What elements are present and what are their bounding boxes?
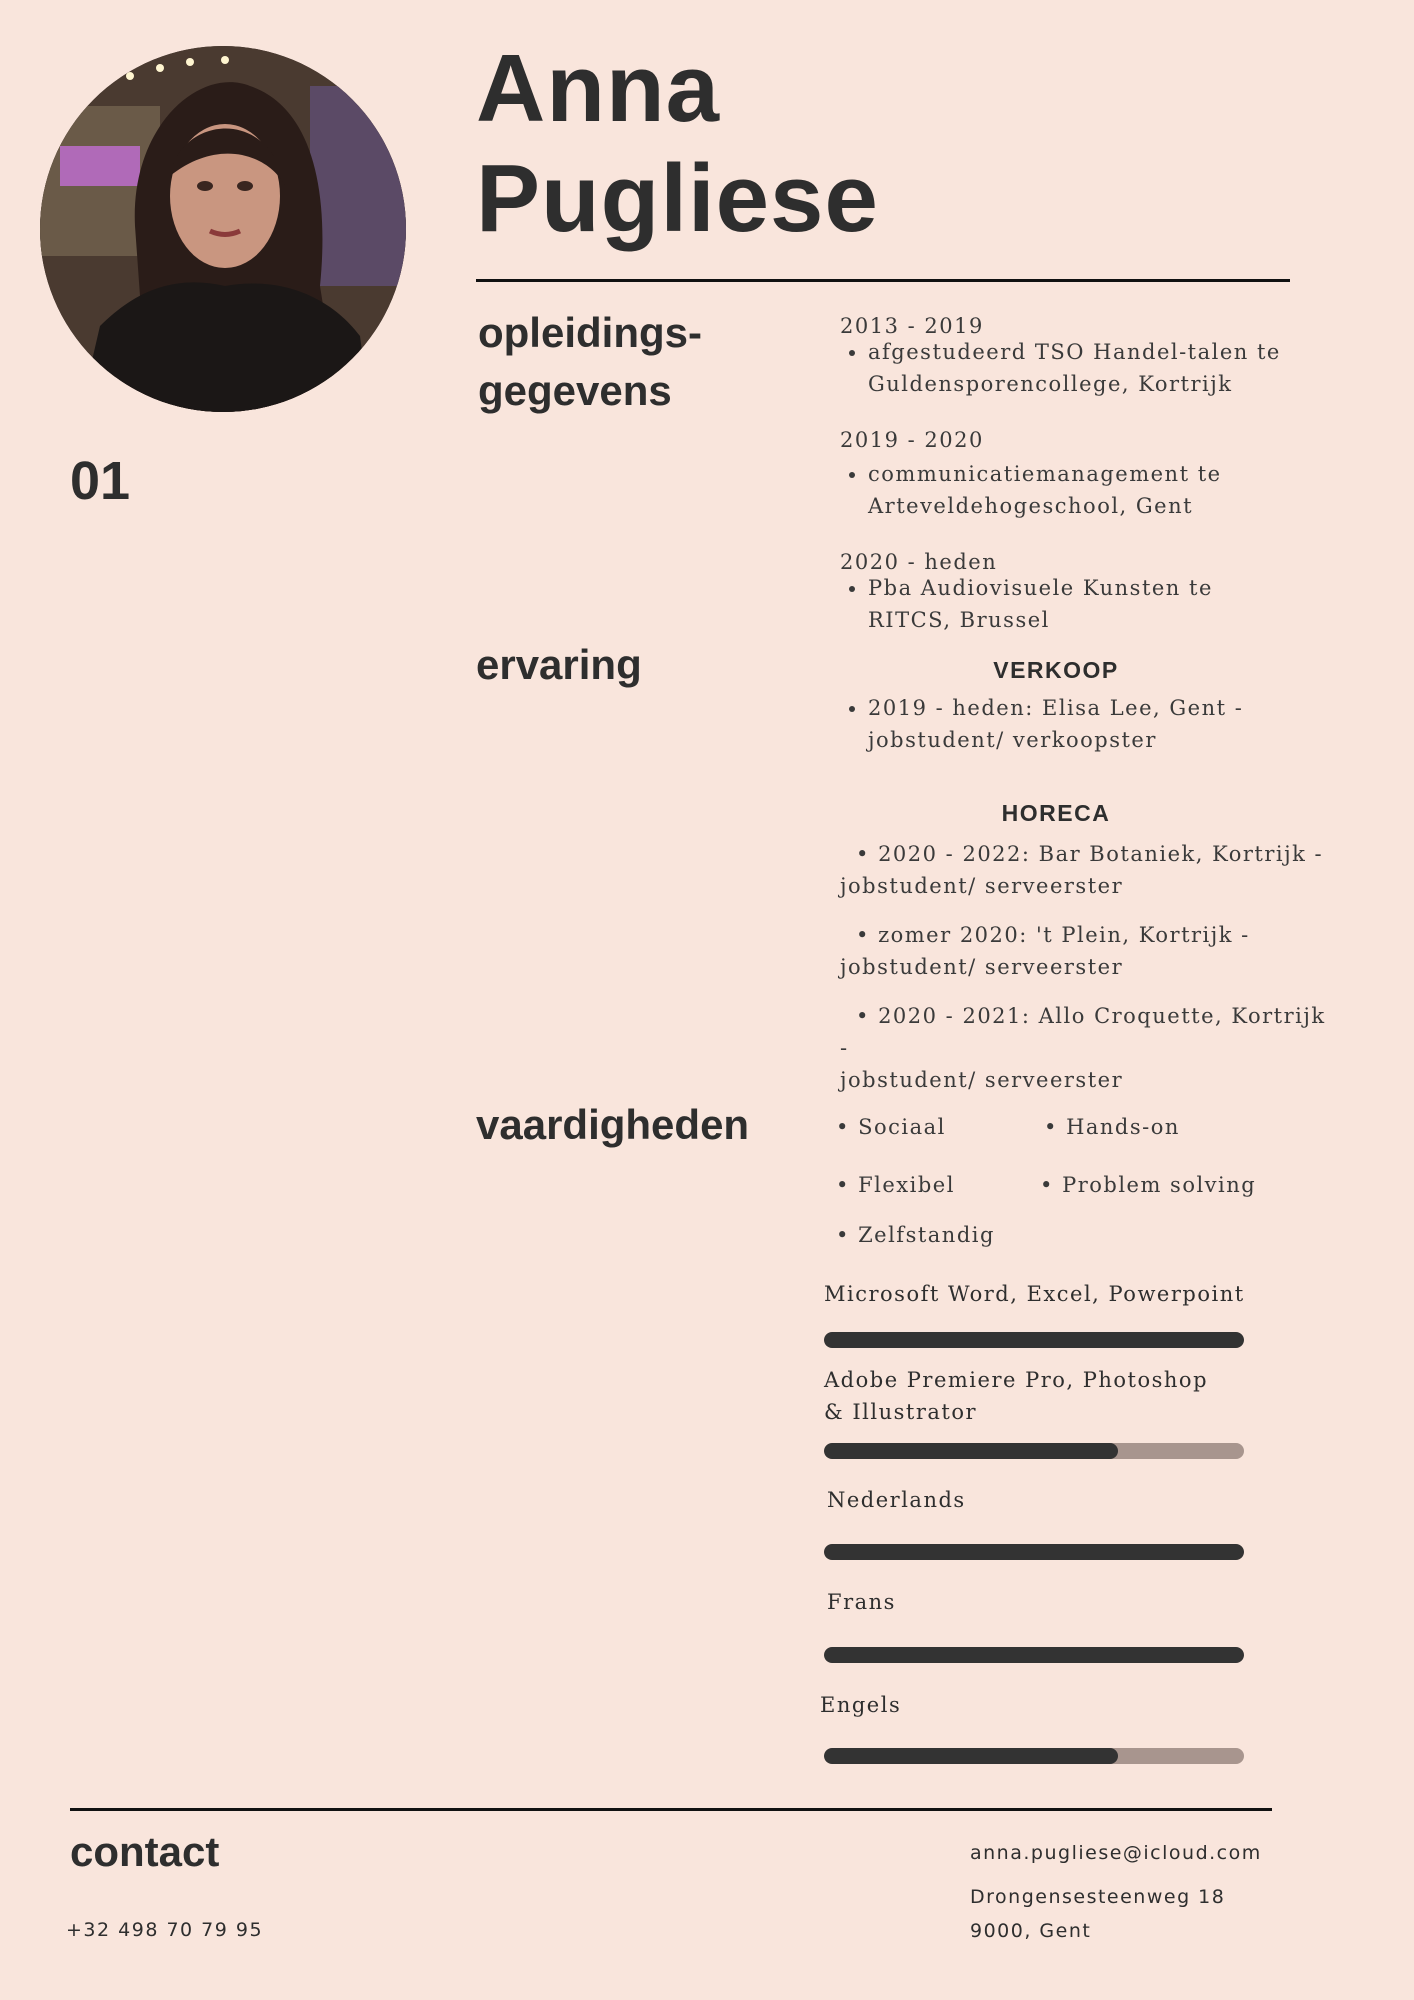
profile-photo-illustration bbox=[40, 46, 406, 412]
skill-bar-fill bbox=[824, 1748, 1118, 1764]
experience-line2: jobstudent/ serveerster bbox=[840, 874, 1124, 898]
experience-group-heading: VERKOOP bbox=[993, 657, 1119, 683]
soft-skill: • Flexibel bbox=[836, 1173, 955, 1197]
soft-skill-label: Flexibel bbox=[858, 1173, 955, 1197]
experience-group-heading: HORECA bbox=[1001, 800, 1111, 826]
skill-label: Nederlands bbox=[827, 1488, 966, 1512]
experience-line2: jobstudent/ serveerster bbox=[840, 1068, 1124, 1092]
education-line2: Arteveldehogeschool, Gent bbox=[868, 494, 1194, 518]
education-heading-line2: gegevens bbox=[478, 367, 672, 414]
full-name bbox=[476, 34, 879, 254]
skill-bar bbox=[824, 1544, 1244, 1560]
education-line1: afgestudeerd TSO Handel-talen te bbox=[868, 340, 1281, 364]
skill-label: Frans bbox=[827, 1590, 896, 1614]
education-period: 2019 - 2020 bbox=[840, 428, 984, 452]
experience-line2: jobstudent/ verkoopster bbox=[868, 728, 1157, 752]
skill-bar-fill bbox=[824, 1647, 1244, 1663]
skill-bar-fill bbox=[824, 1332, 1244, 1348]
soft-skill-label: Sociaal bbox=[858, 1115, 946, 1139]
skill-bar-fill bbox=[824, 1443, 1118, 1459]
address bbox=[970, 1880, 1225, 1948]
experience-line1: 2020 - 2022: Bar Botaniek, Kortrijk - bbox=[878, 842, 1324, 866]
soft-skill-label: Zelfstandig bbox=[858, 1223, 995, 1247]
skill-bar bbox=[824, 1647, 1244, 1663]
skill-label: Microsoft Word, Excel, Powerpoint bbox=[824, 1282, 1245, 1306]
experience-item: • 2020 - 2022: Bar Botaniek, Kortrijk - jobstudent/ serveerster bbox=[840, 842, 1324, 898]
skill-bar bbox=[824, 1443, 1244, 1459]
education-period: 2020 - heden bbox=[840, 550, 998, 574]
skill-label-line2: & Illustrator bbox=[824, 1400, 978, 1424]
experience-line1: zomer 2020: 't Plein, Kortrijk - bbox=[878, 923, 1250, 947]
education-heading-line1: opleidings- bbox=[478, 309, 702, 356]
email-address[interactable]: anna.pugliese@icloud.com bbox=[970, 1842, 1262, 1864]
education-entry bbox=[840, 310, 1300, 400]
education-list bbox=[840, 310, 1300, 636]
skill-bar bbox=[824, 1332, 1244, 1348]
phone-number[interactable]: +32 498 70 79 95 bbox=[66, 1919, 264, 1941]
address-line2: 9000, Gent bbox=[970, 1920, 1092, 1942]
address-line1: Drongensesteenweg 18 bbox=[970, 1886, 1226, 1908]
experience-group-horeca bbox=[840, 838, 1340, 1096]
skill-bar bbox=[824, 1748, 1244, 1764]
experience-item bbox=[868, 692, 1300, 756]
soft-skill: • Zelfstandig bbox=[836, 1223, 995, 1247]
education-line1: communicatiemanagement te bbox=[868, 462, 1222, 486]
experience-heading: ervaring bbox=[476, 641, 642, 688]
soft-skill-label: Hands-on bbox=[1066, 1115, 1180, 1139]
experience-line2: jobstudent/ serveerster bbox=[840, 955, 1124, 979]
education-heading bbox=[478, 304, 702, 420]
skill-label-line1: Adobe Premiere Pro, Photoshop bbox=[824, 1368, 1209, 1392]
footer-divider bbox=[70, 1808, 1272, 1811]
soft-skill: • Hands-on bbox=[1044, 1115, 1180, 1139]
education-line1: Pba Audiovisuele Kunsten te bbox=[868, 576, 1213, 600]
page-number: 01 bbox=[70, 451, 131, 511]
skill-label: Engels bbox=[820, 1693, 902, 1717]
education-item bbox=[868, 572, 1300, 636]
education-entry bbox=[840, 546, 1300, 636]
education-entry bbox=[840, 424, 1300, 522]
skill-label bbox=[824, 1364, 1208, 1428]
skills-heading: vaardigheden bbox=[476, 1101, 750, 1148]
experience-item: • zomer 2020: 't Plein, Kortrijk - jobstudent/ serveerster bbox=[840, 923, 1250, 979]
header-divider bbox=[476, 279, 1290, 282]
first-name: Anna bbox=[476, 35, 720, 142]
education-period: 2013 - 2019 bbox=[840, 314, 984, 338]
education-line2: RITCS, Brussel bbox=[868, 608, 1050, 632]
experience-line1: 2020 - 2021: Allo Croquette, Kortrijk - bbox=[840, 1004, 1326, 1060]
soft-skill-label: Problem solving bbox=[1062, 1173, 1257, 1197]
last-name: Pugliese bbox=[476, 145, 879, 252]
education-item bbox=[868, 458, 1300, 522]
experience-group-verkoop bbox=[840, 692, 1300, 756]
experience-line1: 2019 - heden: Elisa Lee, Gent - bbox=[868, 696, 1244, 720]
contact-heading: contact bbox=[70, 1828, 220, 1875]
education-line2: Guldensporencollege, Kortrijk bbox=[868, 372, 1233, 396]
skill-bar-fill bbox=[824, 1544, 1244, 1560]
experience-item: • 2020 - 2021: Allo Croquette, Kortrijk - jobstudent/ serveerster bbox=[840, 1004, 1326, 1092]
soft-skill: • Sociaal bbox=[836, 1115, 946, 1139]
education-item bbox=[868, 336, 1300, 400]
profile-photo bbox=[40, 46, 406, 412]
soft-skill: • Problem solving bbox=[1040, 1173, 1257, 1197]
